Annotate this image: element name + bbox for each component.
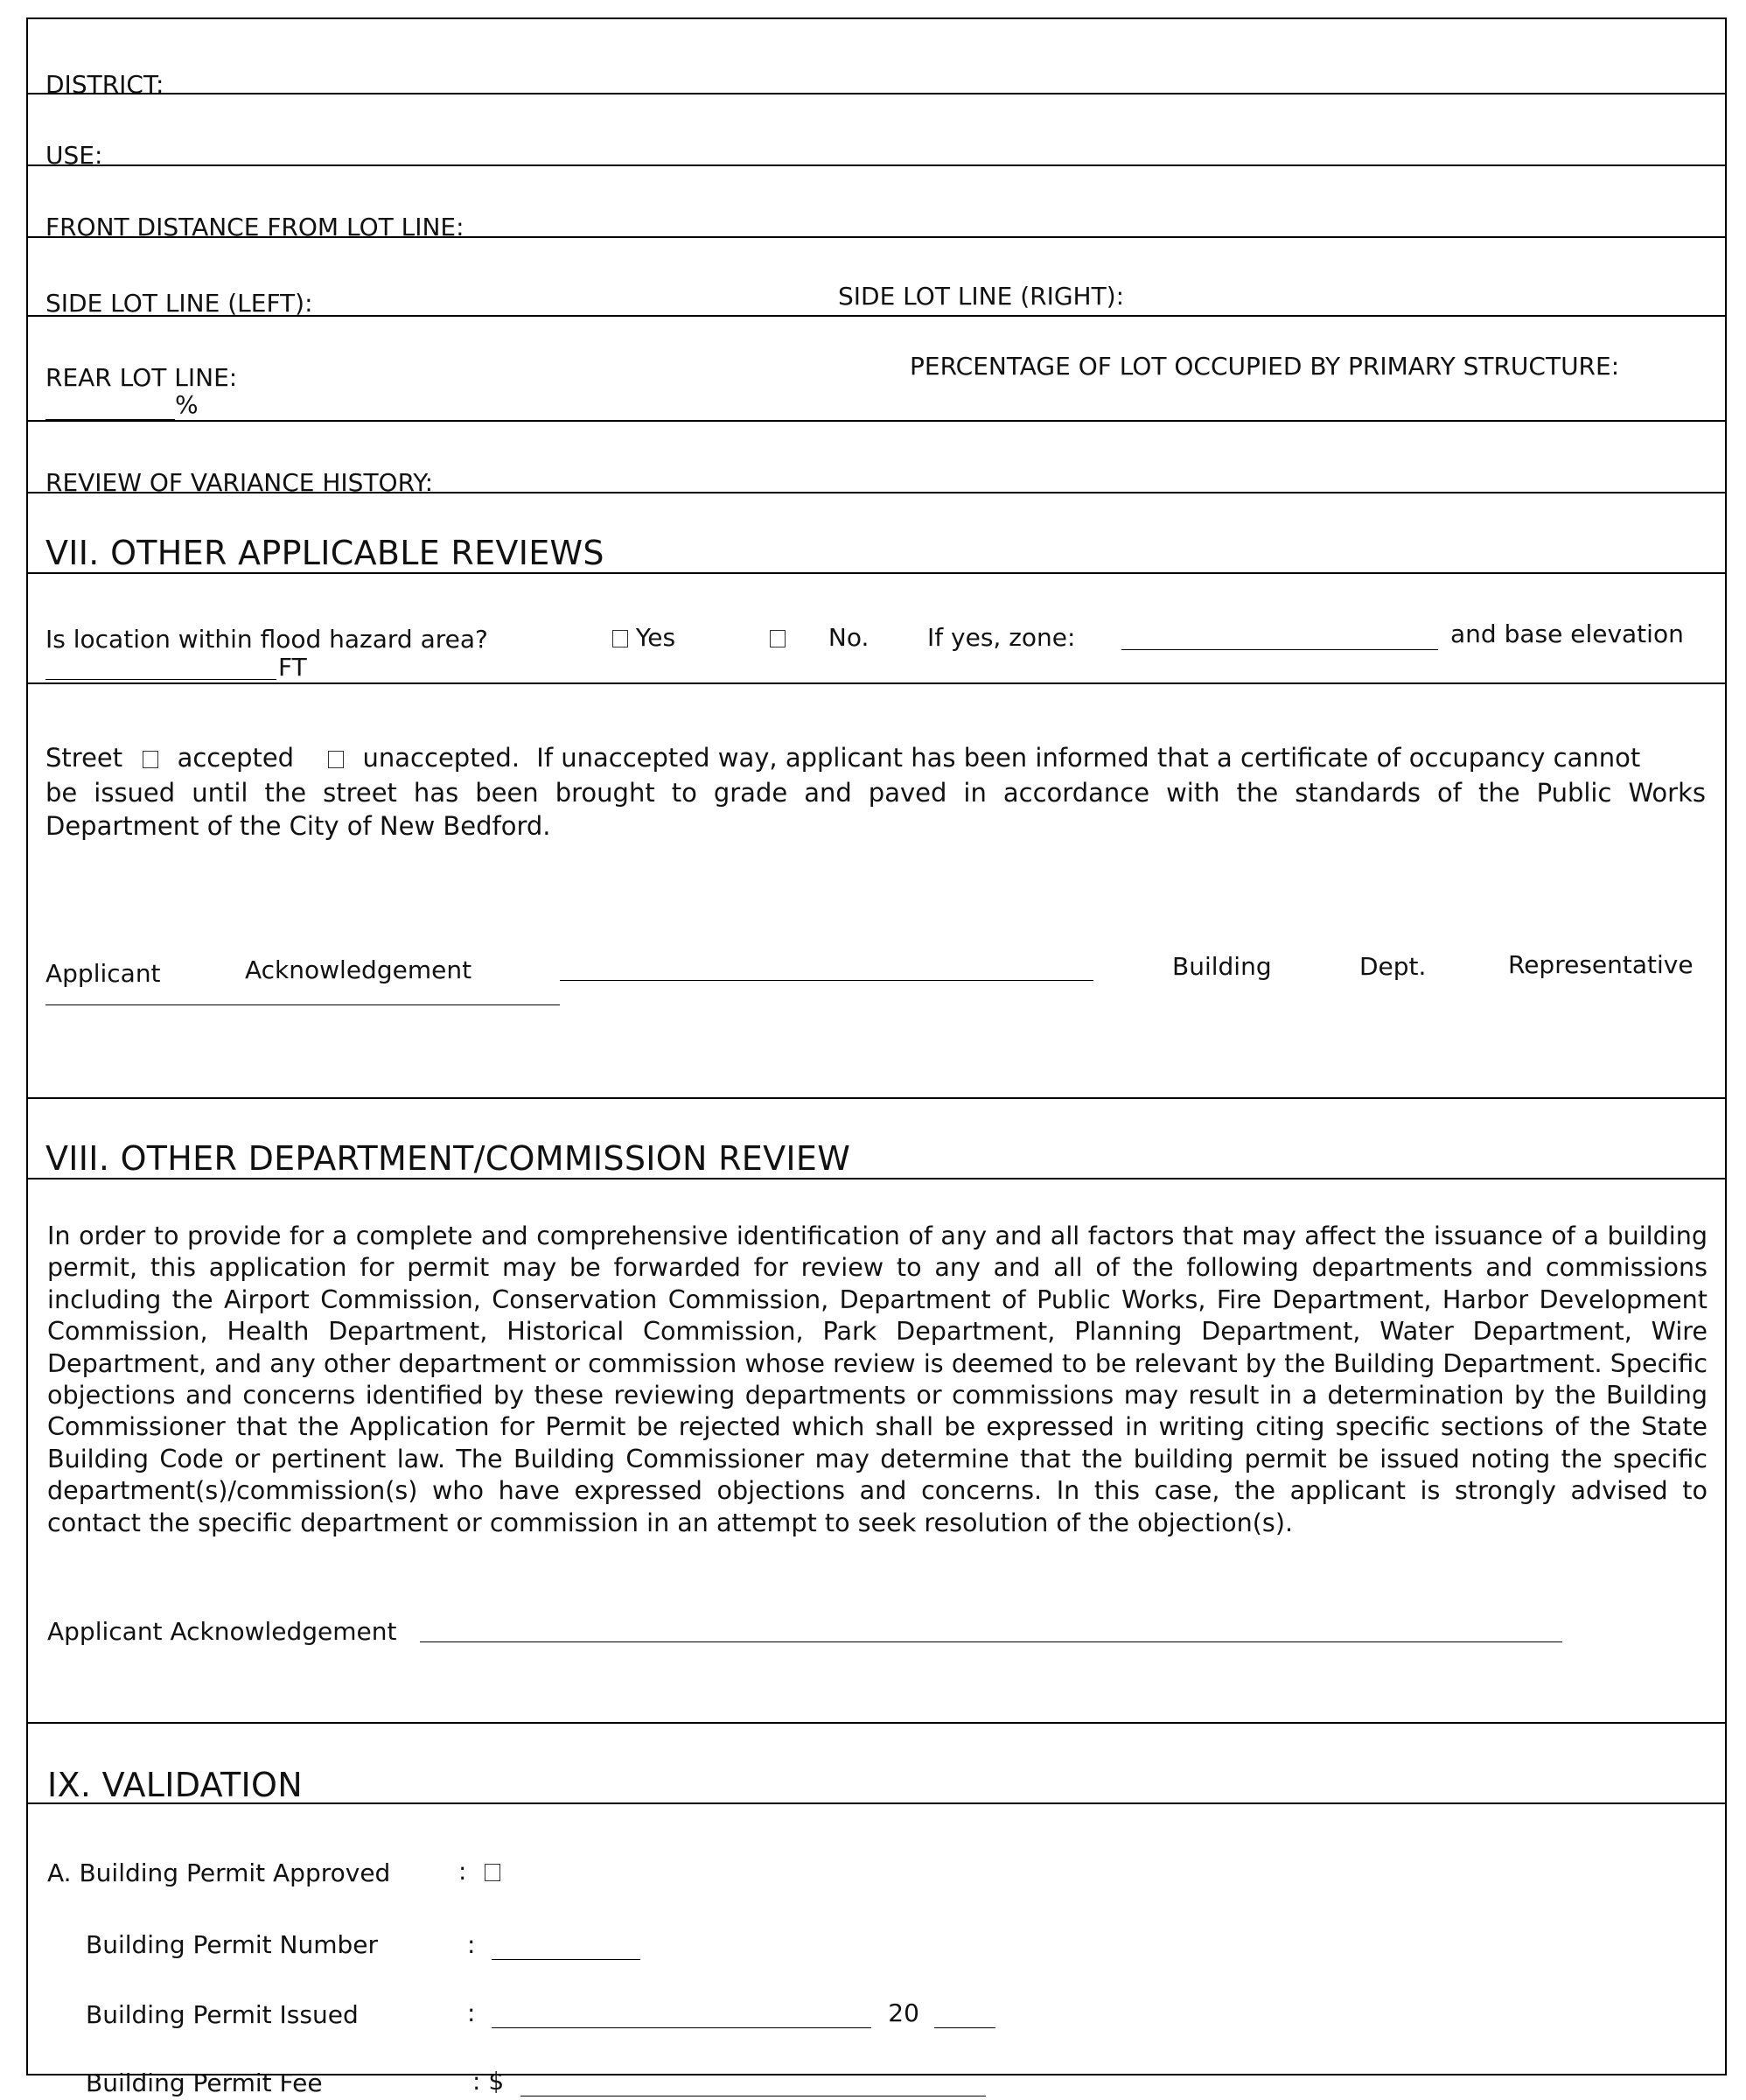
street-line-2: be issued until the street has been brought to grade and paved in accordance with the standards of the Public Works (45, 778, 1706, 808)
section8-signature-line[interactable] (420, 1620, 1562, 1642)
use-row (28, 93, 1725, 170)
ft-label: FT (278, 653, 307, 682)
issued-year-blank[interactable] (934, 1998, 995, 2028)
approved-colon: : (458, 1857, 467, 1886)
acknowledgement-label: Acknowledgement (245, 956, 472, 984)
issued-field (467, 1998, 995, 2028)
section7-title: VII. OTHER APPLICABLE REVIEWS (45, 534, 604, 572)
street-accepted-checkbox[interactable] (143, 751, 158, 768)
street-row (28, 682, 1725, 1099)
street-accepted-label: accepted (177, 743, 295, 773)
fee-blank[interactable] (520, 2067, 986, 2096)
issued-year-prefix: 20 (888, 1998, 919, 2027)
street-text-1: If unaccepted way, applicant has been informed that a certificate of occupancy cannot (536, 743, 1641, 773)
elevation-blank[interactable] (45, 656, 276, 680)
flood-yes-label: Yes (635, 623, 676, 652)
section9-title: IX. VALIDATION (47, 1766, 303, 1804)
number-blank[interactable] (492, 1930, 640, 1960)
flood-row (28, 572, 1725, 684)
section7-title-row (28, 492, 1725, 574)
applicant-signature-line[interactable] (560, 959, 1093, 981)
percentage-label: PERCENTAGE OF LOT OCCUPIED BY PRIMARY STRUCTURE: (910, 352, 1620, 381)
dept-label: Dept. (1359, 952, 1427, 981)
section8-body-row (28, 1178, 1725, 1724)
flood-question: Is location within flood hazard area? (45, 625, 488, 654)
approved-label: A. Building Permit Approved (47, 1858, 391, 1887)
street-label: Street (45, 743, 123, 773)
side-left-label: SIDE LOT LINE (LEFT): (45, 289, 313, 318)
side-right-label: SIDE LOT LINE (RIGHT): (838, 282, 1125, 311)
issued-date-blank[interactable] (492, 1998, 871, 2028)
issued-colon: : (467, 1998, 476, 2027)
section9-body (28, 1802, 1725, 2097)
flood-zone-label: If yes, zone: (927, 623, 1076, 652)
number-colon: : (467, 1930, 476, 1959)
section8-acknowledgement-label: Applicant Acknowledgement (47, 1617, 397, 1646)
rear-label: REAR LOT LINE: (45, 363, 238, 392)
variance-label: REVIEW OF VARIANCE HISTORY: (45, 468, 434, 497)
number-field (467, 1930, 640, 1960)
percent-field (45, 390, 199, 420)
representative-label: Representative (1508, 950, 1694, 979)
district-row (28, 19, 1725, 99)
fee-prefix: : $ (472, 2067, 505, 2096)
approved-field (458, 1857, 500, 1886)
fee-field (472, 2067, 986, 2096)
flood-no-checkbox[interactable] (770, 630, 786, 648)
representative-signature-line[interactable] (45, 985, 560, 1005)
flood-no-label: No. (828, 623, 870, 652)
building-label: Building (1172, 952, 1272, 981)
flood-yes-checkbox[interactable] (612, 630, 628, 648)
issued-label: Building Permit Issued (86, 2000, 359, 2029)
variance-row (28, 420, 1725, 497)
side-lot-row (28, 236, 1725, 317)
percent-blank[interactable] (45, 390, 175, 420)
front-distance-row (28, 164, 1725, 242)
street-unaccepted-checkbox[interactable] (328, 751, 344, 768)
section9-title-row (28, 1722, 1725, 1804)
percent-sign: % (175, 390, 199, 419)
flood-zone-blank[interactable] (1121, 626, 1438, 650)
use-label: USE: (45, 141, 103, 170)
flood-yes-option (612, 623, 675, 652)
front-distance-label: FRONT DISTANCE FROM LOT LINE: (45, 213, 464, 242)
approved-checkbox[interactable] (485, 1864, 500, 1881)
base-elevation-label: and base elevation (1450, 620, 1684, 648)
street-line-1 (45, 742, 1706, 774)
district-label: DISTRICT: (45, 70, 164, 99)
section8-title: VIII. OTHER DEPARTMENT/COMMISSION REVIEW (45, 1139, 851, 1178)
street-line-3: Department of the City of New Bedford. (45, 811, 551, 841)
permit-form (26, 18, 1727, 2097)
flood-no-option (770, 623, 869, 652)
street-unaccepted-label: unaccepted. (362, 743, 520, 773)
fee-label: Building Permit Fee (86, 2068, 323, 2097)
rear-row (28, 315, 1725, 422)
applicant-label: Applicant (45, 959, 161, 988)
section8-paragraph: In order to provide for a complete and comprehensive identification of any and all factors that may affect the issuance of a building permit, this application for permit may be forwarded for review to any and all of the following departments and commissions including the Airport Commission, Conservation Commission, Department of Public Works, Fire Department, Harbor Development Commission, Health Department, Historical Commission, Park Department, Planning Department, Water Department, Wire Department, and any other department or commission whose review is deemed to be relevant by the Building Department. Specific objections and concerns identified by these reviewing departments or commissions may result in a determination by the Building Commissioner that the Application for Permit be rejected which shall be expressed in writing citing specific sections of the State Building Code or pertinent law. The Building Commissioner may determine that the building permit be issued noting the specific department(s)/commission(s) who have expressed objections and concerns. In this case, the applicant is strongly advised to contact the specific department or commission in an attempt to seek resolution of the objection(s). (47, 1221, 1708, 1537)
section8-title-row (28, 1097, 1725, 1180)
number-label: Building Permit Number (86, 1930, 379, 1959)
